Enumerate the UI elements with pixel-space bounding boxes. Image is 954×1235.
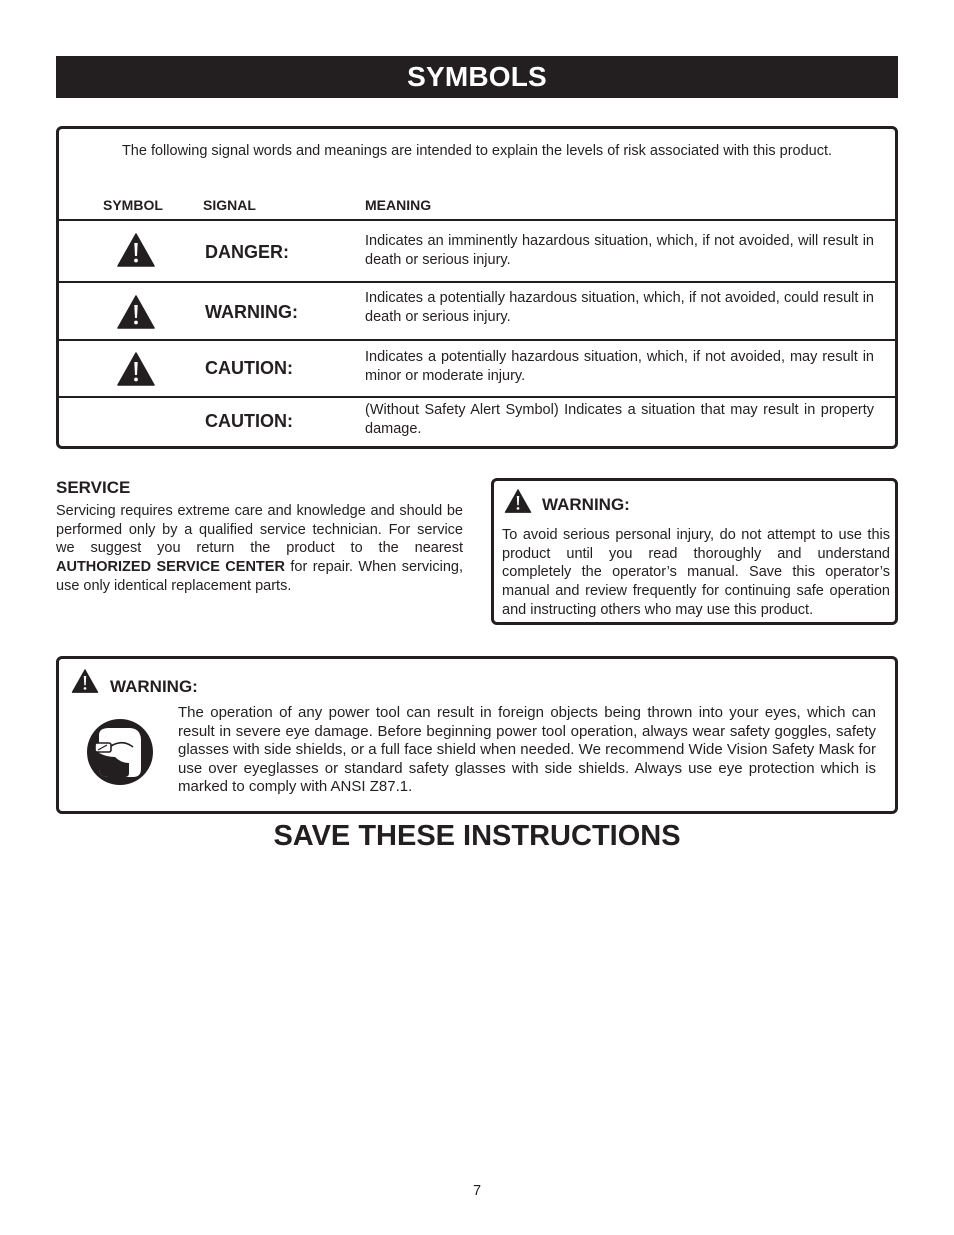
signal-meaning: Indicates an imminently hazardous situation, which, if not avoided, will result in death or serious injury. — [365, 233, 874, 268]
signal-meaning: Indicates a potentially hazardous situation, which, if not avoided, may result in minor or moderate injury. — [365, 349, 874, 384]
column-header-symbol: SYMBOL — [103, 197, 163, 213]
signal-word: WARNING: — [205, 302, 298, 322]
column-header-signal: SIGNAL — [203, 197, 256, 213]
signal-meaning: (Without Safety Alert Symbol) Indicates a situation that may result in property damage. — [365, 402, 874, 437]
symbols-table — [56, 126, 898, 449]
service-text-emphasis: AUTHORIZED SERVICE CENTER — [56, 559, 285, 576]
save-instructions-heading: SAVE THESE INSTRUCTIONS — [273, 820, 681, 852]
symbols-intro: The following signal words and meanings are intended to explain the levels of risk associated with this product. — [121, 143, 833, 159]
safety-alert-triangle-icon — [117, 295, 155, 329]
service-heading: SERVICE — [56, 478, 131, 497]
page-number: 7 — [472, 1183, 482, 1199]
signal-meaning: Indicates a potentially hazardous situation, which, if not avoided, could result in death or serious injury. — [365, 290, 874, 325]
signal-word: DANGER: — [205, 242, 289, 262]
eye-protection-warning-box — [56, 656, 898, 814]
safety-alert-triangle-icon — [504, 489, 532, 513]
signal-word: CAUTION: — [205, 358, 293, 378]
warning-title: WARNING: — [110, 677, 198, 696]
table-row-danger — [59, 219, 895, 281]
warning-text: The operation of any power tool can result in foreign objects being thrown into your eyes, which can result in severe eye damage. Before beginning power tool operation, always wear safety goggles, safety glasses with side shields, or a full face shield when needed. We recommend Wide Vision Safety Mask for use over eyeglasses or standard safety glasses with side shields. Always use eye protection which is marked to comply with ANSI Z87.1. — [178, 704, 876, 795]
signal-word: CAUTION: — [205, 411, 293, 431]
service-text-part: for repair. When servicing, use only identical replacement parts. — [56, 559, 463, 594]
service-paragraph — [56, 502, 463, 596]
warning-text: To avoid serious personal injury, do not attempt to use this product until you read thoroughly and understand completely the operator’s manual. Save this operator’s manual and review frequently for continuing safe operation and instructing others who may use this product. — [502, 527, 890, 618]
manual-warning-box — [491, 478, 898, 625]
safety-alert-triangle-icon — [71, 669, 99, 693]
safety-alert-triangle-icon — [117, 233, 155, 267]
service-text-part: Servicing requires extreme care and knowledge and should be performed only by a qualified service technician. For service we suggest you return the product to the nearest — [56, 503, 463, 557]
page-title-banner: SYMBOLS — [56, 56, 898, 98]
eye-protection-icon — [85, 717, 155, 787]
table-row-caution — [59, 339, 895, 396]
table-row-warning — [59, 281, 895, 339]
column-header-meaning: MEANING — [365, 197, 432, 213]
safety-alert-triangle-icon — [117, 352, 155, 386]
table-row-caution-property — [59, 396, 895, 449]
warning-title: WARNING: — [542, 495, 630, 514]
